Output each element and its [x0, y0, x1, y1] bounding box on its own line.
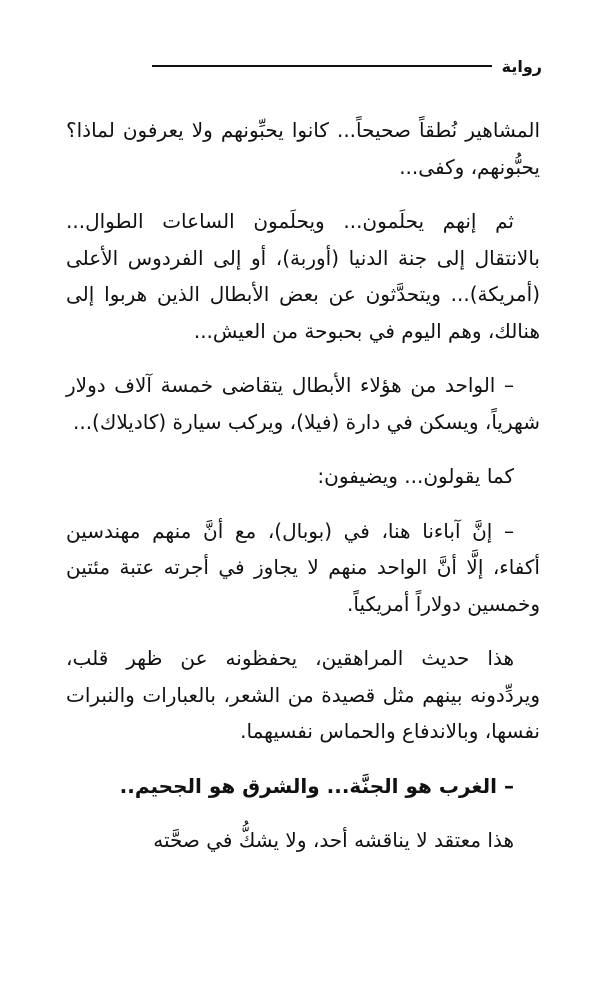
- paragraph: – إنَّ آباءنا هنا، في (بوبال)، مع أنَّ منهم مهندسين أكفاء، إلَّا أنَّ الواحد منهم لا يجاوز في أجرته عتبة مئتين وخمسين دولاراً أمريكياً.: [66, 518, 540, 616]
- paragraph: هذا معتقد لا يناقشه أحد، ولا يشكُّ في صحَّته: [153, 828, 514, 852]
- running-header-title: رواية: [501, 56, 542, 76]
- paragraph: – الغرب هو الجنَّة... والشرق هو الجحيم..: [119, 773, 514, 798]
- paragraph: كما يقولون... ويضيفون:: [317, 464, 514, 488]
- paragraph: هذا حديث المراهقين، يحفظونه عن ظهر قلب، ويردِّدونه بينهم مثل قصيدة من الشعر، بالعبارات والنبرات نفسها، وبالاندفاع والحماس نفسيهما.: [66, 646, 540, 743]
- paragraph: ثم إنهم يحلَمون... ويحلَمون الساعات الطوال... بالانتقال إلى جنة الدنيا (أوربة)، أو إلى الفردوس الأعلى (أمريكة)... ويتحدَّثون عن بعض الأبطال الذين هربوا إلى هنالك، وهم اليوم في بحبوحة من العيش...: [66, 209, 540, 343]
- paragraph: – الواحد من هؤلاء الأبطال يتقاضى خمسة آلاف دولار شهرياً، ويسكن في دارة (فيلا)، ويركب سيارة (كاديلاك)...: [66, 373, 540, 434]
- running-header: [152, 54, 542, 78]
- paragraph: المشاهير نُطقاً صحيحاً... كانوا يحبِّونهم ولا يعرفون لماذا؟ يحبُّونهم، وكفى...: [66, 118, 540, 179]
- text-body: [66, 112, 540, 877]
- header-rule: [152, 65, 492, 67]
